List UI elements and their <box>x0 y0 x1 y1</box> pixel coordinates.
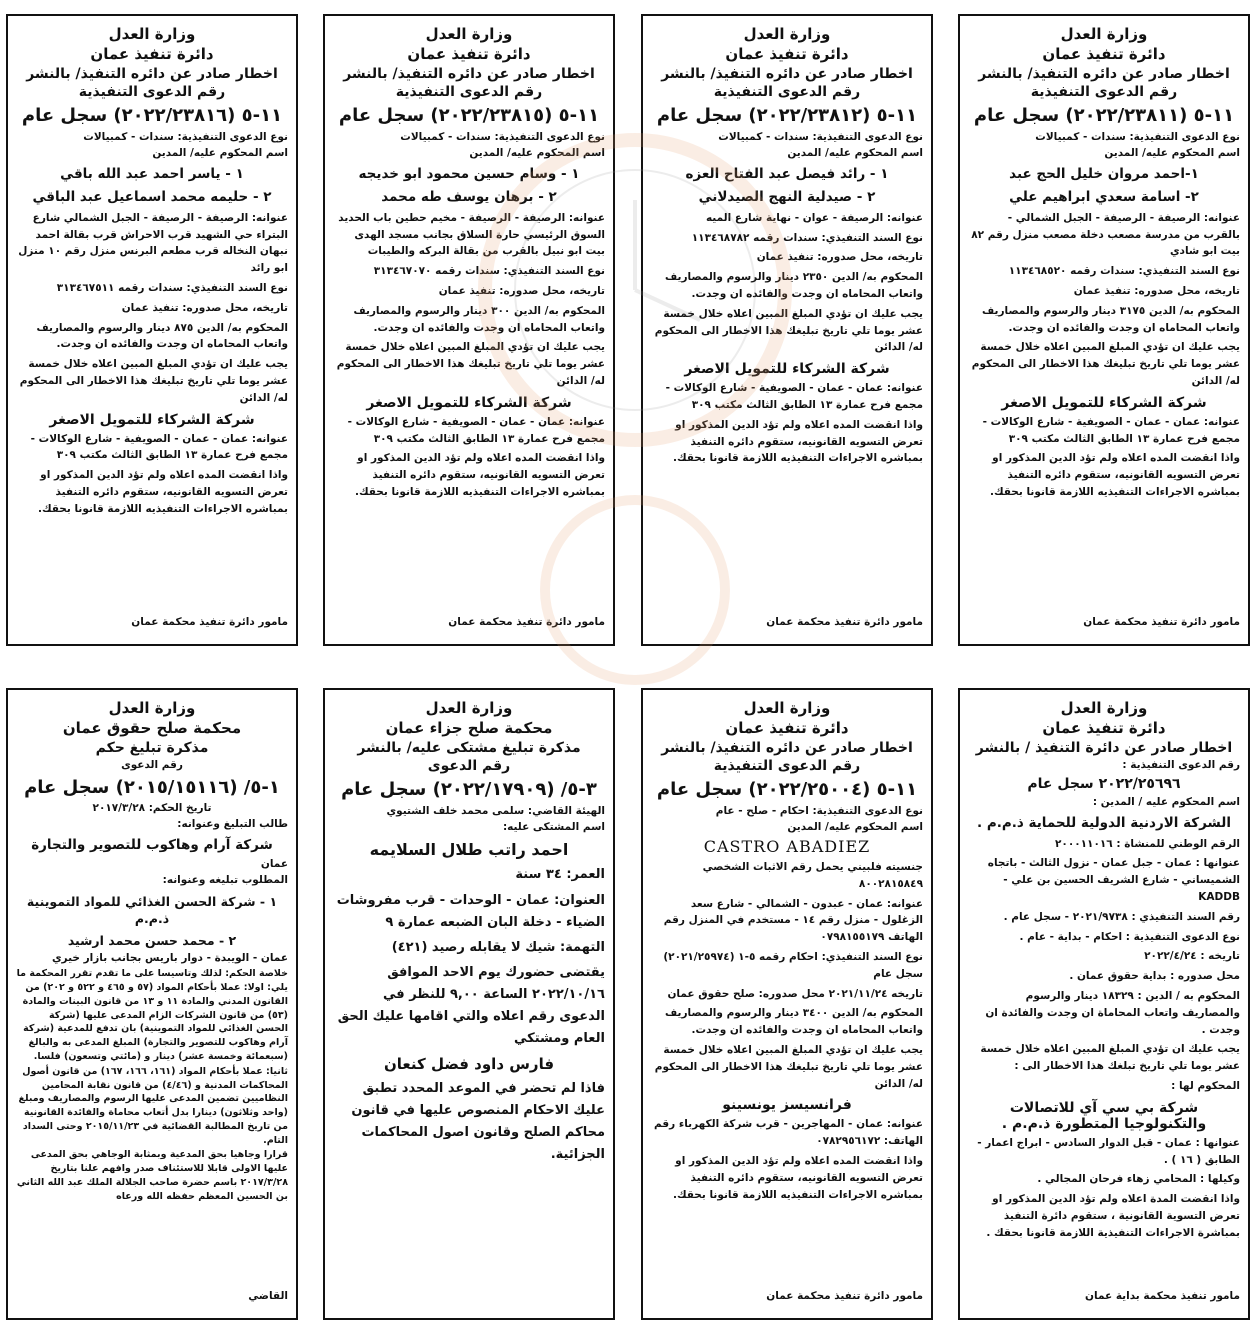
creditor-address: عنوانه: عمان - عمان - الصويفية - شارع الوكالات - مجمع فرح عمارة ١٣ الطابق الثالث مكتب ٣٠٩ <box>665 382 923 411</box>
debtor-signature-name: CASTRO ABADIEZ <box>703 837 871 857</box>
debtor-label: اسم المحكوم عليه/ المدين <box>787 146 923 159</box>
bond-info: رقم السند التنفيذي : ٢٠٢١/٩٧٣٨ - سجل عام . <box>1003 910 1240 923</box>
notice-title: اخطار صادر عن دائره التنفيذ/ بالنشر <box>978 65 1230 82</box>
bond-info: نوع السند التنفيذي: سندات رقمه ٣١٣٤٦٧٠٧٠ <box>373 265 605 278</box>
case-type: نوع الدعوى التنفيذية : احكام - بداية - عام . <box>1019 930 1240 943</box>
ministry-heading: وزارة العدل <box>425 699 513 717</box>
closing-text: واذا انقضت المده اعلاه ولم تؤد الدين المذكور او تعرض التسويه القانونيه، ستقوم دائره التنفيذ بمباشره الاجراءات التنفيذيه اللازمة قانونا بحقك. <box>354 452 605 498</box>
notice-title: اخطار صادر عن دائره التنفيذ/ بالنشر <box>661 739 913 756</box>
debtor-nationality: جنسيته فلبيني يحمل رقم الاثبات الشخصي ٨٠٠٢٨١٥٨٤٩ <box>702 861 923 890</box>
closing-text: واذا انقضت المده اعلاه ولم تؤد الدين المذكور او تعرض التسويه القانونيه، ستقوم دائره التنفيذ بمباشره الاجراءات التنفيذيه اللازمة قانونا بحقك. <box>37 469 288 515</box>
notice-footer: مامور دائرة تنفيذ محكمة عمان <box>448 615 605 628</box>
payment-warning: يجب عليك ان تؤدي المبلغ المبين اعلاه خلال خمسة عشر يوما تلي تاريخ تبليغك هذا الاخطار الى المحكوم له/ الدائن <box>654 307 923 354</box>
case-label: رقم الدعوى التنفيذية <box>395 84 543 101</box>
case-label: رقم الدعوى التنفيذية <box>1030 84 1178 101</box>
judgment-date: تاريخ الحكم: ٢٠١٧/٣/٢٨ <box>92 801 212 814</box>
case-number: ١١-٥ (٢٠٢٢/٢٣٨١٦) سجل عام <box>21 105 283 127</box>
case-label: رقم الدعوى التنفيذية <box>713 758 861 775</box>
national-number: الرقم الوطني للمنشاة : ٢٠٠٠١١٠١٦ <box>1055 837 1240 850</box>
debtor-label: اسم المحكوم عليه/ المدين <box>1104 146 1240 159</box>
creditor-name: شركة الشركاء للتمويل الاصغر <box>1001 394 1207 411</box>
defendant-name: احمد راتب طلال السلايمه <box>369 840 569 860</box>
closing-text: واذا انقضت المده اعلاه ولم تؤد الدين المذكور او تعرض التسويه القانونيه، ستقوم دائره التنفيذ بمباشره الاجراءات التنفيذيه اللازمة قانونا بحقك. <box>672 418 923 465</box>
creditor-agent: وكيلها : المحامي زهاء فرحان المجالي . <box>1037 1173 1240 1186</box>
department-heading: دائرة تنفيذ عمان <box>1042 45 1166 64</box>
notice-title: اخطار صادر عن دائره التنفيذ/ بالنشر <box>661 65 913 82</box>
bond-info: نوع السند التنفيذي: احكام رقمه ٥-١ (٢٠٢١/٢٥٩٧٤) سجل عام <box>663 951 923 980</box>
notice-title: اخطار صادر عن دائره التنفيذ/ بالنشر <box>343 65 595 82</box>
amount-due: المحكوم به/ الدين ٣٤٠٠ دينار والرسوم والمصاريف واتعاب المحاماه ان وجدت والفائده ان وجدت. <box>665 1007 923 1037</box>
charge: التهمة: شيك لا يقابله رصيد (٤٢١) <box>391 939 605 955</box>
ministry-heading: وزارة العدل <box>108 25 196 43</box>
creditor-address: عنوانه: عمان - عمان - الصويفية - شارع الوكالات - مجمع فرح عمارة ١٣ الطابق الثالث مكتب ٣٠٩ <box>30 432 288 462</box>
department-heading: دائرة تنفيذ عمان <box>1042 719 1166 738</box>
bond-date: تاريخه، محل صدوره: تنفيذ عمان <box>756 251 923 264</box>
payment-warning: يجب عليك ان تؤدي المبلغ المبين اعلاه خلال خمسة عشر يوما تلي تاريخ تبليغك هذا الاخطار الى المحكوم له/ الدائن <box>19 358 288 404</box>
notice-footer: مامور دائرة تنفيذ محكمة عمان <box>131 615 288 628</box>
notice-23811 <box>958 14 1250 646</box>
debtor-label: اسم المحكوم عليه/ المدين <box>787 820 923 833</box>
debtor-name-2: ٢- اسامة سعدي ابراهيم علي <box>1009 188 1199 205</box>
judgment-second: ثانيا: عملا بأحكام المواد (١٦١، ١٦٦، ١٦٧) من قانون أصول المحاكمات المدنية و (٤/٤٦) من قانون نقابة المحامين النظاميين تضمين المدعى عليها الرسوم والمصاريف ومبلغ (واحد وثلاثون) دينارا بدل أتعاب محاماة والفائدة القانونية من تاريخ المطالبة القضائية في ٢٠١٥/١١/٢٣ وحتى السداد التام. <box>18 1065 288 1146</box>
judge-name: الهيئة القاضي: سلمى محمد خلف الشتيوي <box>386 804 605 817</box>
bond-date: تاريخه : ٢٠٢٢/٤/٢٤ <box>1144 950 1240 963</box>
department-heading: دائرة تنفيذ عمان <box>90 45 214 64</box>
case-number: ١-٥/ (٢٠١٥/١٥١١٦) سجل عام <box>24 776 280 798</box>
target-name-2: ٢ - محمد حسن محمد ارشيد <box>67 932 237 948</box>
debtor-address: عنوانه: الرصيفة - الرصيفة - الجبل الشمالي شارع البتراء حي الشهيد قرب الاحراش قرب بقالة احمد نبهان النخاله قرب مطعم البرنس منزل رقم ١٠ منزل ابو رائد <box>18 211 288 275</box>
target-name-1: ١ - شركة الحسن الغذائي للمواد التموينية ذ.م.م <box>26 893 278 927</box>
closing-text: واذا انقضت المدة اعلاه ولم تؤد الدين المذكور او تعرض التسوية القانونية ، ستقوم دائرة التنفيذ بمباشرة الاجراءات التنفيذية اللازمة قانونا بحقك . <box>986 1193 1240 1239</box>
notice-15116 <box>6 688 298 1320</box>
payment-warning: يجب عليك ان تؤدي المبلغ المبين اعلاه خلال خمسة عشر يوما تلي تاريخ تبليغك هذا الاخطار الى المحكوم له/ الدائن <box>971 341 1240 387</box>
ministry-heading: وزارة العدل <box>425 25 513 43</box>
notice-23816 <box>6 14 298 646</box>
creditor-name: شركة الشركاء للتمويل الاصغر <box>684 361 890 378</box>
ministry-heading: وزارة العدل <box>743 699 831 717</box>
notice-23812 <box>641 14 933 646</box>
debtor-address: عنوانه: الرصيفة - عوان - نهاية شارع الميه <box>705 211 923 224</box>
debtor-label: اسم المحكوم عليه/ المدين <box>152 146 288 159</box>
creditor-address: عنوانها : عمان - قبل الدوار السادس - ابراج اعمار - الطابق ( ١٦ ) . <box>977 1136 1240 1166</box>
case-type: نوع الدعوى التنفيذية: احكام - صلح - عام <box>715 804 923 817</box>
debtor-label: اسم المحكوم عليه/ المدين <box>469 146 605 159</box>
amount-due: المحكوم به/ الدين ٣٠٠ دينار والرسوم والمصاريف واتعاب المحاماه ان وجدت والفائده ان وجدت. <box>353 304 605 334</box>
case-label: رقم الدعوى التنفيذية : <box>1122 759 1240 772</box>
requester-label: طالب التبليغ وعنوانه: <box>177 818 288 831</box>
ministry-heading: وزارة العدل <box>1060 699 1148 717</box>
debtor-name-1: ١-احمد مروان خليل الحج عبد <box>1009 166 1199 183</box>
closing-text: واذا انقضت المده اعلاه ولم تؤد الدين المذكور او تعرض التسويه القانونيه، ستقوم دائره التنفيذ بمباشره الاجراءات التنفيذيه اللازمة قانونا بحقك. <box>672 1154 923 1201</box>
department-heading: دائرة تنفيذ عمان <box>407 45 531 64</box>
amount-due: المحكوم به/ الدين ٢٣٥٠ دينار والرسوم والمصاريف واتعاب المحاماه ان وجدت والفائده ان وجدت. <box>665 271 923 300</box>
case-number: ١١-٥ (٢٠٢٢/٢٥٠٠٤) سجل عام <box>656 779 918 801</box>
requester-city: عمان <box>260 858 288 871</box>
notice-title: اخطار صادر عن دائره التنفيذ/ بالنشر <box>26 65 278 82</box>
case-type: نوع الدعوى التنفيذية: سندات - كمبيالات <box>718 130 923 143</box>
plaintiff-name: فارس داود فضل كنعان <box>383 1055 555 1074</box>
closing-text: فاذا لم تحضر في الموعد المحدد تطبق عليك الاحكام المنصوص عليها في قانون محاكم الصلح وقانون اصول المحاكمات الجزائية. <box>351 1081 605 1163</box>
notice-23815 <box>323 14 615 646</box>
creditor-name: شركة بي سي آي للاتصالات والتكنولوجيا المتطورة ذ.م.م . <box>1001 1099 1207 1132</box>
notice-footer: مامور دائرة تنفيذ محكمة عمان <box>766 1289 923 1302</box>
debtor-name-2: ٢ - حليمه محمد اسماعيل عبد الباقي <box>32 188 272 205</box>
notice-footer: مامور تنفيذ محكمة بداية عمان <box>1085 1289 1240 1302</box>
court-heading: محكمة صلح حقوق عمان <box>62 719 242 738</box>
debtor-address: عنوانه: الرصيفة - الرصيفة - الجبل الشمالي - بالقرب من مدرسة مصعب دخلة مصعب منزل رقم ٨٢ بيت ابو شادي <box>971 211 1240 258</box>
case-type: نوع الدعوى التنفيذية: سندات - كمبيالات <box>1035 130 1240 143</box>
judgment-decision: قرارا وجاهيا بحق المدعية وبمثابة الوجاهي بحق المدعى عليها الاولى قابلا للاستئناف صدر وافهم علنا بتاريخ ٢٠١٧/٣/٢٨ باسم حضرة صاحب الجلالة الملك عبد الله الثاني بن الحسين المعظم حفظه الله ورعاه <box>16 1149 288 1202</box>
closing-text: واذا انقضت المده اعلاه ولم تؤد الدين المذكور او تعرض التسويه القانونيه، ستقوم دائره التنفيذ بمباشره الاجراءات التنفيذيه اللازمة قانونا بحقك. <box>989 452 1240 498</box>
debtor-address: عنوانه: عمان - عبدون - الشمالي - شارع سعد الزغلول - منزل رقم ١٤ - مستخدم في المنزل رقم الهاتف ٠٧٩٨١٥٥١٧٩ <box>663 897 923 944</box>
payment-warning: يجب عليك ان تؤدي المبلغ المبين اعلاه خلال خمسة عشر يوما تلي تاريخ تبليغك هذا الاخطار الى المحكوم له/ الدائن <box>654 1043 923 1090</box>
amount-due: المحكوم به / الدين : ١٨٣٢٩ دينار والرسوم والمصاريف واتعاب المحاماة ان وجدت والفائدة ان وجدت . <box>985 989 1240 1036</box>
payment-warning: يجب عليك ان تؤدي المبلغ المبين اعلاه خلال خمسة عشر يوما تلي تاريخ تبليغك هذا الاخطار الى المحكوم له/ الدائن <box>336 341 605 387</box>
bond-info: نوع السند التنفيذي: سندات رقمه ١١٣٤٦٨٥٢٠ <box>1008 265 1240 278</box>
debtor-name-1: ١ - رائد فيصل عبد الفتاح العزه <box>685 166 889 183</box>
notice-17909 <box>323 688 615 1320</box>
case-number: ٢٠٢٢/٢٥٦٩٦ سجل عام <box>1027 775 1181 792</box>
creditor-name: شركة الشركاء للتمويل الاصغر <box>49 411 255 428</box>
debtor-address: عنوانها : عمان - جبل عمان - نزول الثالث - باتجاه الشميساني - شارع الشريف الحسين بن علي - KADDB <box>987 857 1240 903</box>
department-heading: دائرة تنفيذ عمان <box>725 719 849 738</box>
case-label: رقم الدعوى <box>427 758 511 775</box>
notice-25004 <box>641 688 933 1320</box>
case-number: ١١-٥ (٢٠٢٢/٢٣٨١٢) سجل عام <box>656 105 918 127</box>
summons-text: يقتضى حضورك يوم الاحد الموافق ٢٠٢٢/١٠/١٦ الساعة ٩,٠٠ للنظر في الدعوى رقم اعلاه والتي اقامها عليك الحق العام ومشتكي <box>337 964 605 1047</box>
bond-info: نوع السند التنفيذي: سندات رقمه ٣١٣٤٦٧٥١١ <box>56 281 288 294</box>
bond-date: تاريخه ٢٠٢١/١١/٢٤ محل صدوره: صلح حقوق عمان <box>667 987 923 1000</box>
ministry-heading: وزارة العدل <box>108 699 196 717</box>
bond-date: تاريخه، محل صدوره: تنفيذ عمان <box>438 284 605 297</box>
notice-25696 <box>958 688 1250 1320</box>
debtor-name: الشركة الاردنية الدولية للحماية ذ.م.م . <box>977 814 1231 831</box>
amount-due: المحكوم به/ الدين ٣١٧٥ دينار والرسوم والمصاريف واتعاب المحاماه ان وجدت والفائده ان وجدت. <box>982 304 1240 334</box>
case-label: رقم الدعوى التنفيذية <box>78 84 226 101</box>
creditor-address: عنوانه: عمان - عمان - الصويفية - شارع الوكالات - مجمع فرح عمارة ١٣ الطابق الثالث مكتب ٣٠٩ <box>347 415 605 445</box>
bond-date: تاريخه، محل صدوره: تنفيذ عمان <box>121 301 288 314</box>
department-heading: دائرة تنفيذ عمان <box>725 45 849 64</box>
requester-name: شركة آرام وهاكوب للتصوير والتجارة <box>31 837 273 854</box>
creditor-label: المحكوم لها : <box>1171 1079 1240 1092</box>
notice-title: اخطار صادر عن دائرة التنفيذ / بالنشر <box>975 739 1233 756</box>
debtor-name-2: ٢ - صيدلية النهج الصيدلاني <box>698 188 876 205</box>
defendant-label: اسم المشتكى عليه: <box>502 820 605 833</box>
case-type: نوع الدعوى التنفيذية: سندات - كمبيالات <box>400 130 605 143</box>
notice-title: مذكرة تبليغ مشتكى عليه/ بالنشر <box>357 739 581 756</box>
notice-title: مذكرة تبليغ حكم <box>95 739 209 756</box>
ministry-heading: وزارة العدل <box>743 25 831 43</box>
creditor-name: شركة الشركاء للتمويل الاصغر <box>366 394 572 411</box>
bond-info: نوع السند التنفيذي: سندات رقمه ١١٣٤٦٨٧٨٢ <box>691 231 923 244</box>
defendant-address: العنوان: عمان - الوحدات - قرب مفروشات الضياء - دخلة البان الضبعه عمارة ٩ <box>336 892 605 930</box>
case-label: رقم الدعوى <box>121 759 183 772</box>
case-type: نوع الدعوى التنفيذية: سندات - كمبيالات <box>83 130 288 143</box>
court-heading: محكمة صلح جزاء عمان <box>385 719 553 738</box>
debtor-address: عنوانه: الرصيفة - الرصيفة - مخيم حطين باب الحديد السوق الرئيسي حارة السلاق بجانب مسجد الهدى بيت ابو نبيل بالقرب من بقالة البركه والطيبات <box>338 211 605 258</box>
creditor-name: فرانسيسز يونسينو <box>722 1097 852 1114</box>
case-number: ١١-٥ (٢٠٢٢/٢٣٨١١) سجل عام <box>973 105 1235 127</box>
notice-footer: مامور دائرة تنفيذ محكمة عمان <box>1083 615 1240 628</box>
target-label: المطلوب تبليغه وعنوانه: <box>162 874 288 887</box>
debtor-name-2: ٢ - برهان يوسف طه محمد <box>381 188 557 205</box>
debtor-name-1: ١ - وسام حسين محمود ابو خديجه <box>358 166 580 183</box>
bond-date: تاريخه، محل صدوره: تنفيذ عمان <box>1073 284 1240 297</box>
payment-warning: يجب عليك ان تؤدي المبلغ المبين اعلاه خلال خمسة عشر يوما تلي تاريخ تبلغك هذا الاخطار الى : <box>980 1043 1240 1073</box>
defendant-age: العمر: ٣٤ سنة <box>515 867 605 883</box>
target-address: عمان - الويبدة - دوار باريس بجانب بازار خيري <box>51 952 288 965</box>
debtor-name-1: ١ - ياسر احمد عبد الله باقي <box>60 166 244 183</box>
judge-signature: القاضي <box>248 1289 288 1302</box>
judgment-summary: خلاصة الحكم: لذلك وتاسيسا على ما تقدم تقرر المحكمة ما يلي: اولا: عملا بأحكام المواد (٥٧ و ٤٦٥ و ٥٢٢ و ٢٠٢) من القانون المدني والمادة ١١ و ١٣ من قانون البينات والمادة (٥٣) من قانون الشركات الزام المدعى عليها (شركة الحسن الغذائي للمواد التموينية) بان تدفع للمدعية (شركة آرام وهاكوب للتصوير والتجارة) المبلغ المدعى به والبالغ (سبعمائة وخمسة عشر) دينار و (مائتي وتسعون) فلسا. <box>16 968 288 1062</box>
debtor-label: اسم المحكوم عليه / المدين : <box>1092 795 1240 808</box>
creditor-address: عنوانه: عمان - عمان - الصويفية - شارع الوكالات - مجمع فرح عمارة ١٣ الطابق الثالث مكتب ٣٠٩ <box>982 415 1240 445</box>
ministry-heading: وزارة العدل <box>1060 25 1148 43</box>
issue-place: محل صدوره : بداية حقوق عمان . <box>1069 970 1240 983</box>
case-number: ١١-٥ (٢٠٢٢/٢٣٨١٥) سجل عام <box>338 105 600 127</box>
case-label: رقم الدعوى التنفيذية <box>713 84 861 101</box>
notice-footer: مامور دائرة تنفيذ محكمة عمان <box>766 615 923 628</box>
creditor-address: عنوانه: عمان - المهاجرين - قرب شركة الكهرباء رقم الهاتف: ٠٧٨٢٩٥٦١٧٢ <box>654 1118 923 1148</box>
amount-due: المحكوم به/ الدين ٨٧٥ دينار والرسوم والمصاريف واتعاب المحاماه ان وجدت والفائده ان وجدت. <box>36 321 288 351</box>
case-number: ٣-٥/ (٢٠٢٢/١٧٩٠٩) سجل عام <box>341 779 597 801</box>
